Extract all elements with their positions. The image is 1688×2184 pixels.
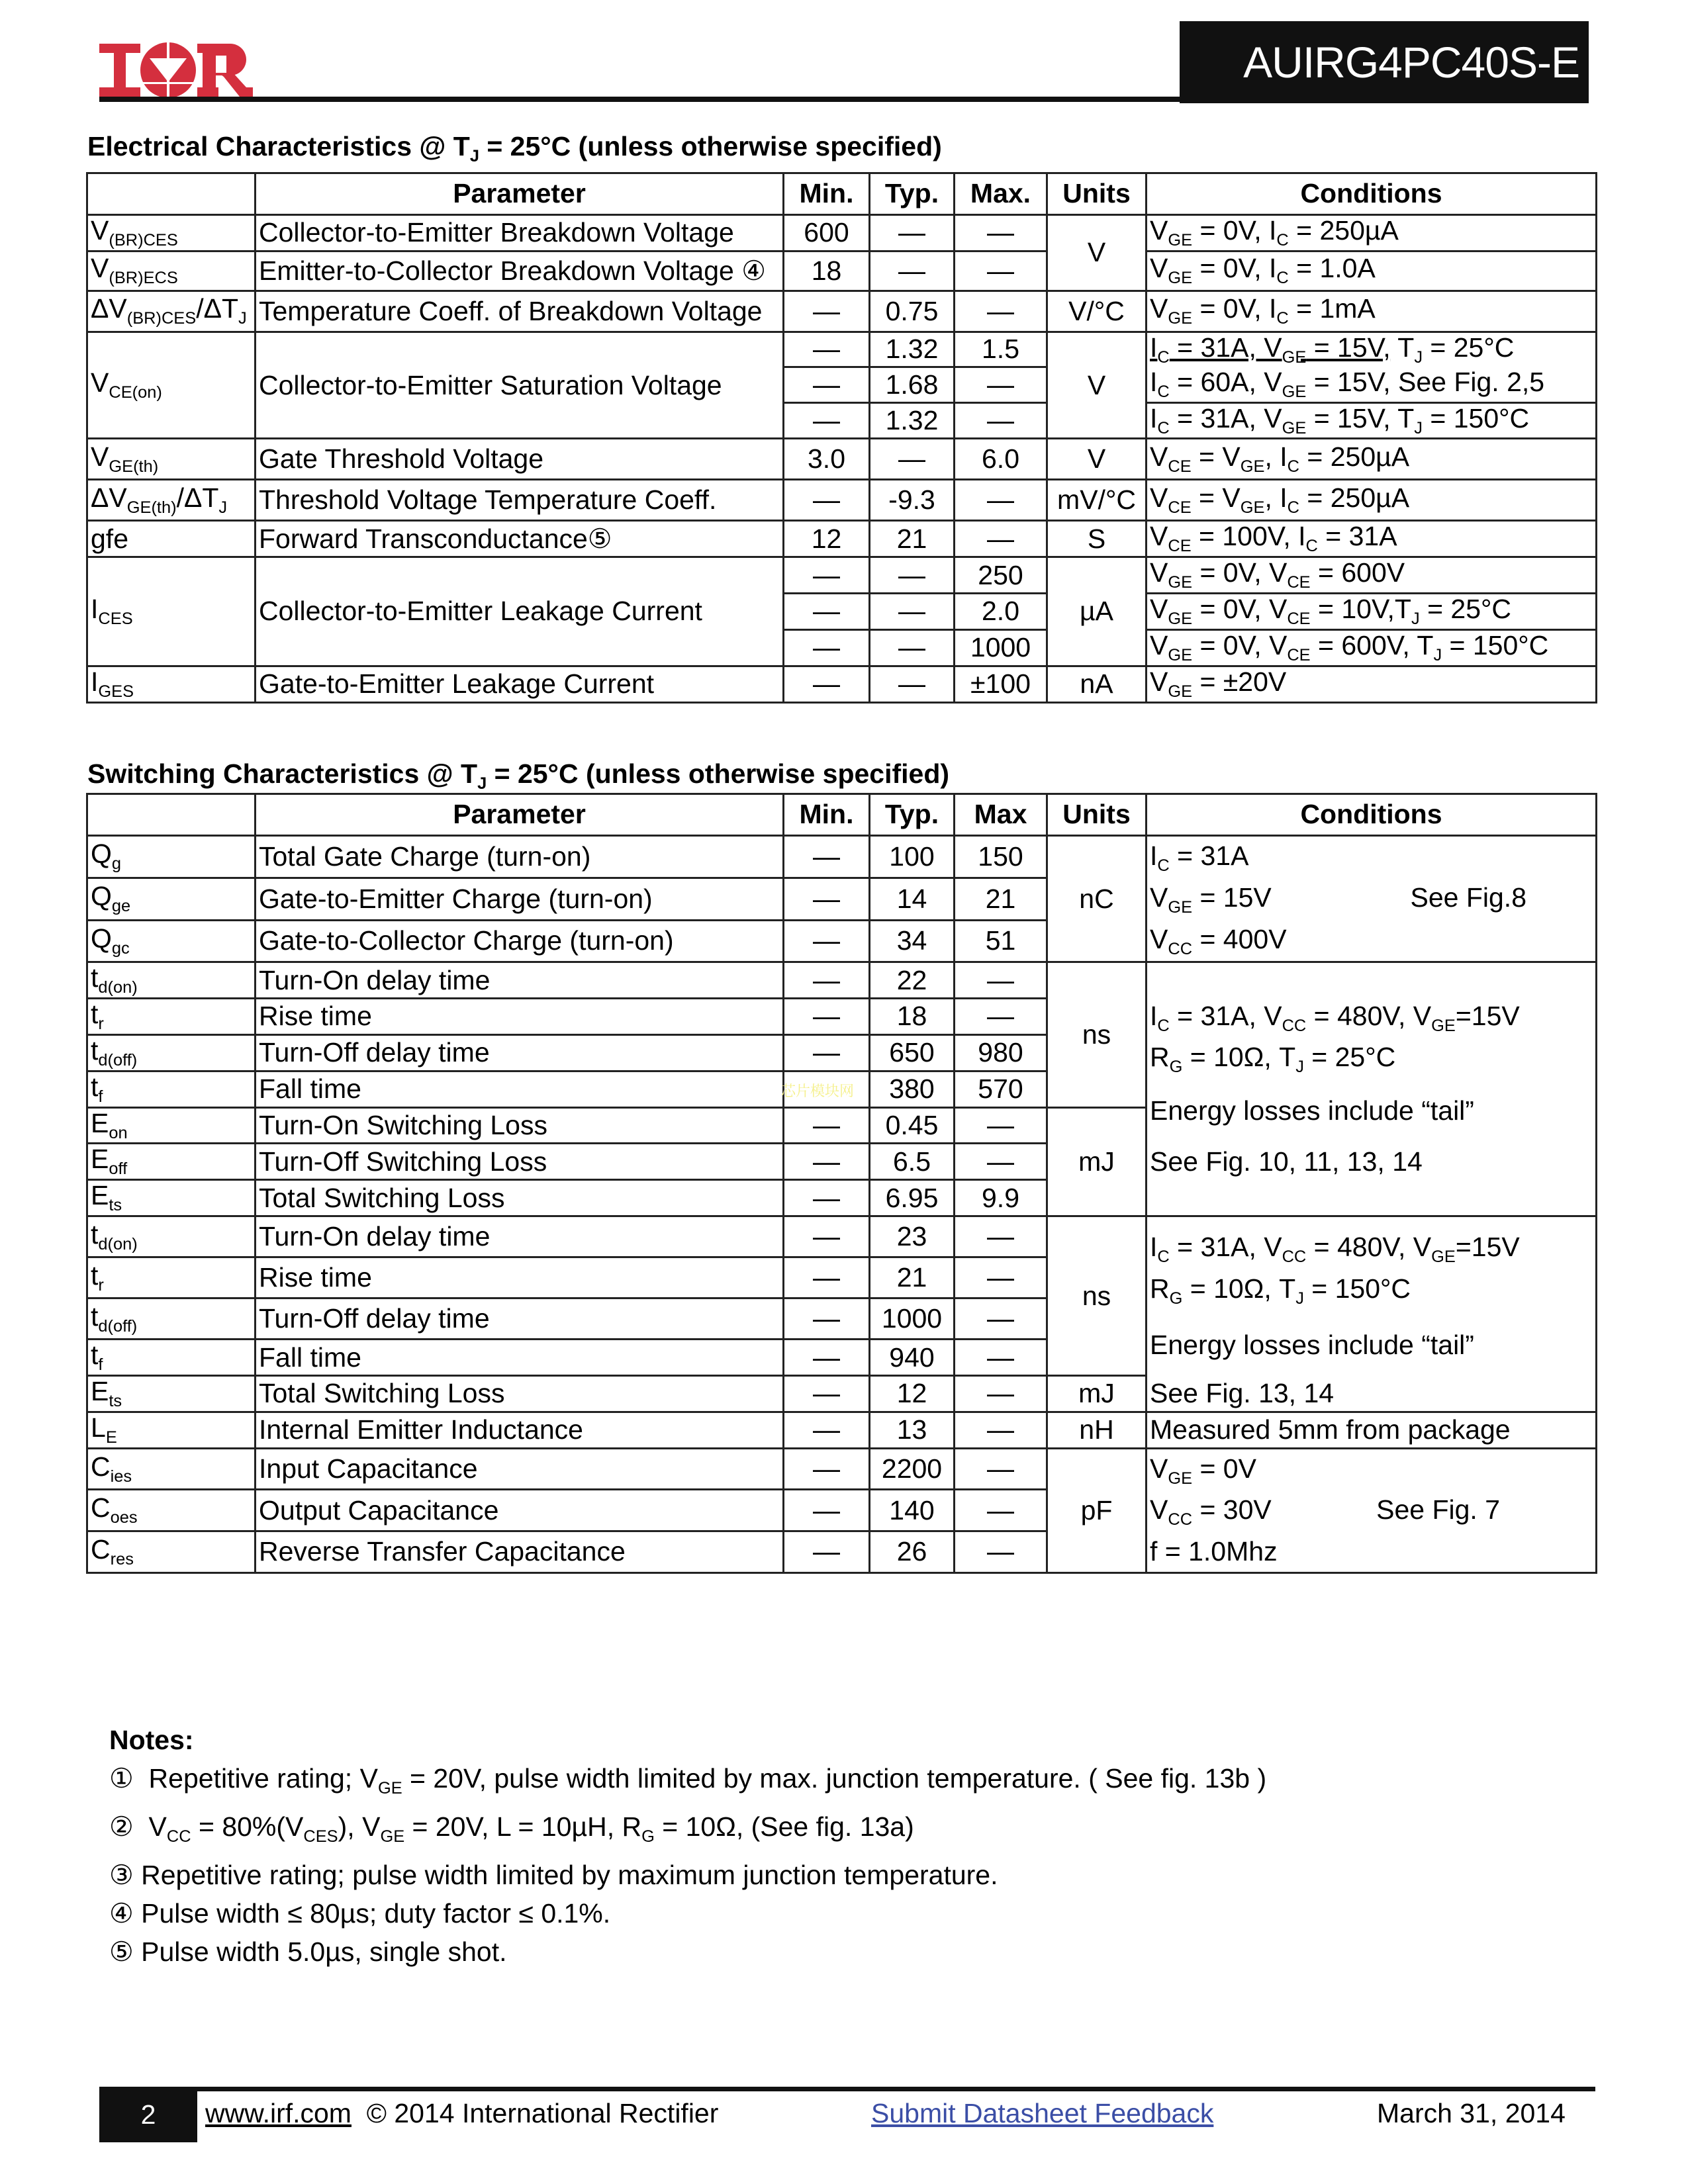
col-typ: Typ. [870, 173, 955, 215]
table-row: $C_{ies}$ Input Capacitance — 2200 — pF $V_{GE} = 0V$ $V_{CC} = 30V$ See Fig. 7 f = 1.0Mhz [87, 1448, 1597, 1490]
footer-date: March 31, 2014 [1377, 2098, 1566, 2128]
table-row: — — 2.0 $V_{GE} = 0V$, $V_{CE} = 10V,T_J = 25^\circ C$ [87, 594, 1597, 630]
electrical-title: Electrical Characteristics @ $T_J = 25^\circ C$ (unless otherwise specified) [87, 131, 942, 165]
part-number-box [1180, 21, 1589, 103]
col-units: Units [1047, 173, 1147, 215]
table-row: $C_{oes}$ Output Capacitance — 140 — [87, 1490, 1597, 1531]
switching-title: Switching Characteristics @ $T_J = 25^\circ C$ (unless otherwise specified) [87, 758, 950, 793]
note-2: ② $V_{CC} = 80\%(V_{CES})$, $V_{GE} = 20V$, L = 10µH, $R_G = 10\Omega$, (See fig. 13a) [109, 1811, 914, 1846]
note-5: ⑤ Pulse width 5.0µs, single shot. [109, 1936, 507, 1967]
part-number: AUIRG4PC40S-E [1243, 38, 1579, 87]
table-row: $\Delta V_{GE(th)}/\Delta T_J$ Threshold Voltage Temperature Coeff. — -9.3 — mV/°C $V_{CE} = V_{GE}$, $I_C = 250\mu A$ [87, 480, 1597, 521]
table-row: $t_{d(off)}$ Turn-Off delay time — 1000 — [87, 1298, 1597, 1340]
note-1: ① Repetitive rating; $V_{GE} = 20V$, pulse width limited by max. junction temperature. ( See fig. 13b ) [109, 1763, 1267, 1797]
table-row: $E_{off}$ Turn-Off Switching Loss — 6.5 — [87, 1144, 1597, 1180]
table-row: $V_{(BR)CES}$ Collector-to-Emitter Breakdown Voltage 600 — — V $V_{GE} = 0V$, $I_C = 250\mu A$ [87, 215, 1597, 251]
conditions-capacitance: $V_{GE} = 0V$ $V_{CC} = 30V$ See Fig. 7 f = 1.0Mhz [1147, 1448, 1597, 1572]
table-header: Parameter Min. Typ. Max Units Conditions [87, 794, 1597, 836]
table-row: $Q_{ge}$ Gate-to-Emitter Charge (turn-on) — 14 21 [87, 878, 1597, 920]
col-max: Max. [955, 173, 1047, 215]
col-parameter: Parameter [256, 173, 784, 215]
copyright: © 2014 International Rectifier [366, 2098, 719, 2128]
table-row: $I_{GES}$ Gate-to-Emitter Leakage Current — — ±100 nA $V_{GE} = \pm 20V$ [87, 666, 1597, 702]
electrical-table [86, 172, 1597, 704]
ir-logo-icon [99, 41, 258, 101]
table-row: — 1.68 — $I_C = 60A$, $V_{GE} = 15V$, See Fig. 2,5 [87, 367, 1597, 402]
footer-center [871, 2098, 1213, 2129]
website-link[interactable]: www.irf.com [205, 2098, 352, 2128]
col-conditions: Conditions [1147, 173, 1597, 215]
table-row: $E_{ts}$ Total Switching Loss — 6.95 9.9 [87, 1180, 1597, 1216]
table-row: $V_{CE(on)}$ Collector-to-Emitter Saturation Voltage — 1.32 1.5 V $I_C = 31A$, $V_{GE} = 15V$, $T_J = 25^\circ C$ [87, 332, 1597, 367]
table-row: $t_f$ Fall time 380 570 [87, 1071, 1597, 1107]
footer-rule [99, 2087, 1595, 2091]
conditions-charge: $I_C = 31A$ $V_{GE} = 15V$ See Fig.8 $V_{CC} = 400V$ [1147, 836, 1597, 962]
feedback-link[interactable]: Submit Datasheet Feedback [871, 2098, 1214, 2128]
table-row: $E_{ts}$ Total Switching Loss — 12 — mJ See Fig. 13, 14 [87, 1376, 1597, 1412]
table-header [87, 173, 1597, 215]
footer-left [205, 2098, 718, 2129]
table-row: — — 1000 $V_{GE} = 0V$, $V_{CE} = 600V$, $T_J = 150^\circ C$ [87, 629, 1597, 666]
conditions-switching-25c: $I_C = 31A$, $V_{CC} = 480V$, $V_{GE}=15V$ $R_G = 10\Omega$, $T_J = 25^\circ C$ Energy losses include “tail” See Fig. 10, 11, 13, 14 [1147, 962, 1597, 1216]
table-row: $\Delta V_{(BR)CES}/\Delta T_J$ Temperature Coeff. of Breakdown Voltage — 0.75 — V/°C $V_{GE} = 0V$, $I_C = 1mA$ [87, 291, 1597, 332]
table-row: $t_{d(on)}$ Turn-On delay time — 23 — ns $I_C = 31A$, $V_{CC} = 480V$, $V_{GE}=15V$ $R_G = 10\Omega$, $T_J = 150^\circ C$ Energy losses include “tail” [87, 1216, 1597, 1257]
header-rule [99, 97, 1185, 102]
table-row: $t_r$ Rise time — 18 — [87, 999, 1597, 1035]
conditions-switching-150c: $I_C = 31A$, $V_{CC} = 480V$, $V_{GE}=15V$ $R_G = 10\Omega$, $T_J = 150^\circ C$ Energy losses include “tail” [1147, 1216, 1597, 1376]
table-row: $E_{on}$ Turn-On Switching Loss — 0.45 — mJ [87, 1107, 1597, 1144]
table-row: $t_{d(off)}$ Turn-Off delay time — 650 980 [87, 1034, 1597, 1071]
col-min: Min. [784, 173, 870, 215]
table-row: $C_{res}$ Reverse Transfer Capacitance — 26 — [87, 1531, 1597, 1572]
note-4: ④ Pulse width ≤ 80µs; duty factor ≤ 0.1%. [109, 1897, 611, 1929]
table-row: — 1.32 — $I_C = 31A$, $V_{GE} = 15V$, $T_J = 150^\circ C$ [87, 402, 1597, 439]
table-row: $Q_g$ Total Gate Charge (turn-on) — 100 150 nC $I_C = 31A$ $V_{GE} = 15V$ See Fig.8 $V_{CC} = 400V$ [87, 836, 1597, 878]
notes-section [109, 1721, 1266, 1971]
table-row: $I_{CES}$ Collector-to-Emitter Leakage Current — — 250 µA $V_{GE} = 0V$, $V_{CE} = 600V$ [87, 557, 1597, 594]
table-row: $L_E$ Internal Emitter Inductance — 13 — nH Measured 5mm from package [87, 1412, 1597, 1448]
table-row: $t_f$ Fall time — 940 — [87, 1340, 1597, 1376]
table-row: $V_{(BR)ECS}$ Emitter-to-Collector Breakdown Voltage ④ 18 — — $V_{GE} = 0V$, $I_C = 1.0A$ [87, 251, 1597, 291]
watermark: 芯片模块网 [781, 1083, 855, 1100]
note-3: ③ Repetitive rating; pulse width limited by maximum junction temperature. [109, 1859, 998, 1890]
switching-table [86, 793, 1597, 1574]
table-row: $Q_{gc}$ Gate-to-Collector Charge (turn-on) — 34 51 [87, 920, 1597, 962]
table-row: $V_{GE(th)}$ Gate Threshold Voltage 3.0 — 6.0 V $V_{CE} = V_{GE}$, $I_C = 250\mu A$ [87, 439, 1597, 480]
notes-title: Notes: [109, 1725, 194, 1755]
ir-logo [99, 41, 258, 101]
page-number: 2 [99, 2087, 197, 2142]
table-row: gfe Forward Transconductance⑤ 12 21 — S $V_{CE} = 100V$, $I_C = 31A$ [87, 521, 1597, 557]
table-row: $t_{d(on)}$ Turn-On delay time — 22 — ns $I_C = 31A$, $V_{CC} = 480V$, $V_{GE}=15V$ $R_G = 10\Omega$, $T_J = 25^\circ C$ Energy losses include “tail” See Fig. 10, 11, 13, 14 [87, 962, 1597, 999]
table-row: $t_r$ Rise time — 21 — [87, 1257, 1597, 1298]
